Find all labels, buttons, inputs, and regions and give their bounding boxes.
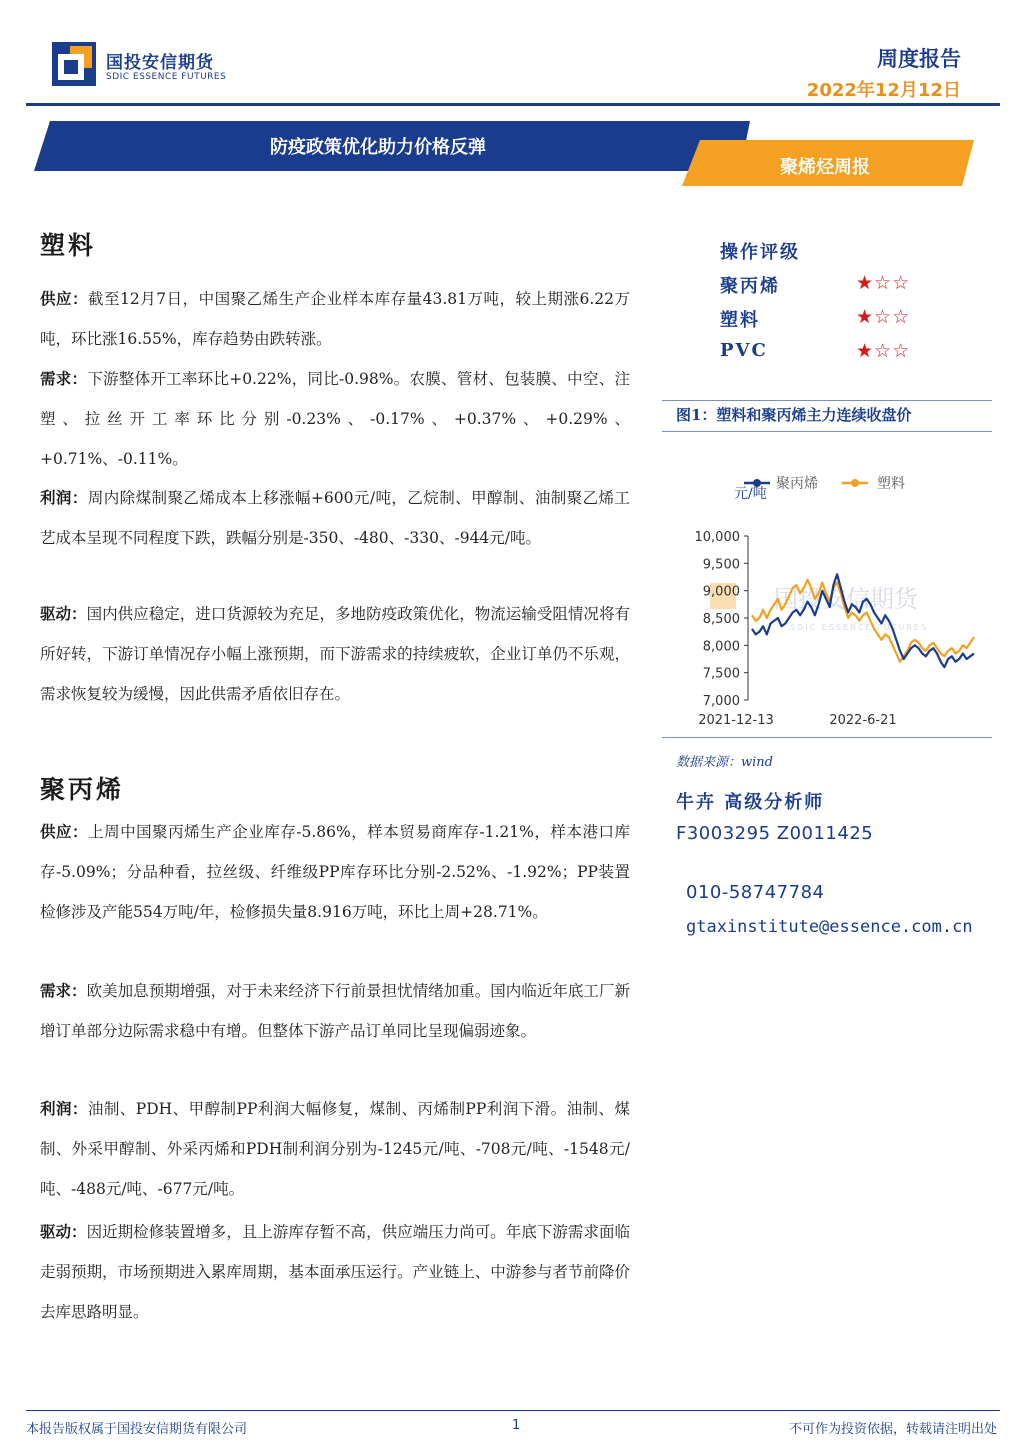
- footer-disclaimer: 不可作为投资依据，转载请注明出处: [788, 1422, 997, 1437]
- rating-name: 聚丙烯: [720, 276, 780, 297]
- x-tick-label: 2021-12-13: [698, 713, 774, 728]
- plastic-profit-paragraph: [40, 478, 630, 558]
- figure-top-rule: [662, 400, 992, 401]
- chart-legend: [744, 475, 905, 492]
- logo-mark-icon: [52, 42, 96, 86]
- figure-caption: 图1：塑料和聚丙烯主力连续收盘价: [676, 406, 912, 424]
- y-tick-label: 8,500: [702, 612, 740, 627]
- analyst-email[interactable]: gtaxinstitute@essence.com.cn: [686, 917, 973, 937]
- logo-text-cn: 国投安信期货: [106, 53, 214, 73]
- plastic-driver-text: 国内供应稳定，进口货源较为充足，多地防疫政策优化，物流运输受阻情况将有所好转，下游订单情况存小幅上涨预期，而下游需求的持续疲软，企业订单仍不乐观，需求恢复较为缓慢，因此供需矛盾依旧存在。: [40, 605, 630, 703]
- rating-row-plastic: [720, 306, 940, 336]
- header-divider: [26, 103, 1000, 106]
- plastic-supply-label: 供应：: [40, 289, 89, 308]
- data-source: 数据来源：wind: [676, 755, 773, 770]
- star-empty-icon: ☆☆: [874, 340, 911, 362]
- x-tick-label: 2022-6-21: [829, 713, 897, 728]
- pp-driver-text: 因近期检修装置增多，且上游库存暂不高，供应端压力尚可。年底下游需求面临走弱预期，市场预期进入累库周期，基本面承压运行。产业链上、中游参与者节前降价去库思路明显。: [40, 1223, 630, 1321]
- pp-demand-label: 需求：: [40, 981, 87, 1000]
- y-tick-label: 9,500: [702, 557, 740, 573]
- rating-stars-icon: [856, 272, 910, 294]
- report-title: 防疫政策优化助力价格反弹: [270, 137, 486, 158]
- analyst-phone: 010-58747784: [686, 882, 825, 903]
- rating-heading: 操作评级: [720, 242, 800, 263]
- star-full-icon: ★: [856, 272, 875, 294]
- y-tick-label: 7,000: [702, 694, 740, 709]
- analyst-name-title: 牛卉 高级分析师: [676, 792, 825, 813]
- star-empty-icon: ☆☆: [874, 272, 911, 294]
- plastic-demand-label: 需求：: [40, 369, 88, 388]
- pp-supply-paragraph: [40, 812, 630, 932]
- section-title-plastic: 塑料: [40, 231, 97, 260]
- rating-row-pvc: [720, 340, 940, 370]
- watermark-text: 国投安信期货: [774, 585, 918, 613]
- pp-profit-label: 利润：: [40, 1099, 88, 1118]
- legend-marker-plastic: [851, 479, 859, 487]
- pp-demand-text: 欧美加息预期增强，对于未来经济下行前景担忧情绪加重。国内临近年底工厂新增订单部分边际需求稳中有增。但整体下游产品订单同比呈现偏弱迹象。: [40, 982, 630, 1040]
- footer-divider: [26, 1410, 1000, 1411]
- figure-caption-rule: [662, 431, 992, 432]
- legend-label-plastic: 塑料: [877, 476, 905, 492]
- star-empty-icon: ☆☆: [874, 306, 911, 328]
- y-axis-label: 元/吨: [734, 486, 767, 502]
- logo-text-en: SDIC ESSENCE FUTURES: [106, 72, 227, 82]
- pp-profit-paragraph: [40, 1089, 630, 1209]
- company-logo: [52, 40, 232, 88]
- page-number: 1: [512, 1418, 521, 1433]
- report-date: 2022年12月12日: [806, 80, 961, 101]
- section-title-pp: 聚丙烯: [40, 775, 125, 804]
- plastic-driver-paragraph: [40, 594, 630, 714]
- rating-stars-icon: [856, 306, 910, 328]
- star-full-icon: ★: [856, 306, 875, 328]
- plastic-demand-paragraph: [40, 359, 630, 479]
- y-tick-label: 7,500: [702, 666, 740, 682]
- analyst-certificate: F3003295 Z0011425: [676, 823, 874, 844]
- y-tick-label: 9,000: [702, 584, 740, 600]
- rating-name: PVC: [720, 340, 768, 361]
- plastic-demand-text: 下游整体开工率环比+0.22%，同比-0.98%。农膜、管材、包装膜、中空、注塑、拉丝开工率环比分别-0.23%、-0.17%、+0.37%、+0.29%、+0.71%、-0.11%。: [40, 370, 630, 468]
- plastic-driver-label: 驱动：: [40, 604, 87, 623]
- pp-driver-label: 驱动：: [40, 1222, 87, 1241]
- footer-copyright: 本报告版权属于国投安信期货有限公司: [26, 1422, 248, 1437]
- plastic-profit-text: 周内除煤制聚乙烯成本上移涨幅+600元/吨，乙烷制、甲醇制、油制聚乙烯工艺成本呈现不同程度下跌，跌幅分别是-350、-480、-330、-944元/吨。: [40, 489, 630, 547]
- report-tag: 聚烯烃周报: [780, 157, 870, 178]
- y-tick-label: 8,000: [702, 639, 740, 655]
- star-full-icon: ★: [856, 340, 875, 362]
- pp-profit-text: 油制、PDH、甲醇制PP利润大幅修复，煤制、丙烯制PP利润下滑。油制、煤制、外采甲醇制、外采丙烯和PDH制利润分别为-1245元/吨、-708元/吨、-1548元/吨、-488元/吨、-677元/吨。: [40, 1100, 630, 1198]
- legend-label-pp: 聚丙烯: [776, 476, 818, 492]
- rating-row-pp: [720, 272, 940, 302]
- plastic-supply-paragraph: [40, 279, 630, 359]
- plastic-supply-text: 截至12月7日，中国聚乙烯生产企业样本库存量43.81万吨，较上期涨6.22万吨，环比涨16.55%，库存趋势由跌转涨。: [40, 290, 630, 348]
- pp-demand-paragraph: [40, 971, 630, 1051]
- watermark-text-en: SDIC ESSENCE FUTURES: [790, 623, 929, 632]
- y-tick-label: 10,000: [694, 530, 740, 545]
- figure-bottom-rule: [662, 737, 992, 738]
- rating-stars-icon: [856, 340, 910, 362]
- plastic-profit-label: 利润：: [40, 488, 88, 507]
- report-type: 周度报告: [877, 47, 961, 71]
- rating-name: 塑料: [720, 310, 760, 331]
- pp-supply-label: 供应：: [40, 822, 89, 841]
- pp-driver-paragraph: [40, 1212, 630, 1332]
- x-axis: [698, 713, 896, 728]
- price-line-chart: [662, 460, 992, 732]
- pp-supply-text: 上周中国聚丙烯生产企业库存-5.86%，样本贸易商库存-1.21%，样本港口库存-5.09%；分品种看，拉丝级、纤维级PP库存环比分别-2.52%、-1.92%；PP装置检修涉及产能554万吨/年，检修损失量8.916万吨，环比上周+28.71%。: [40, 823, 630, 921]
- y-axis: [695, 530, 749, 709]
